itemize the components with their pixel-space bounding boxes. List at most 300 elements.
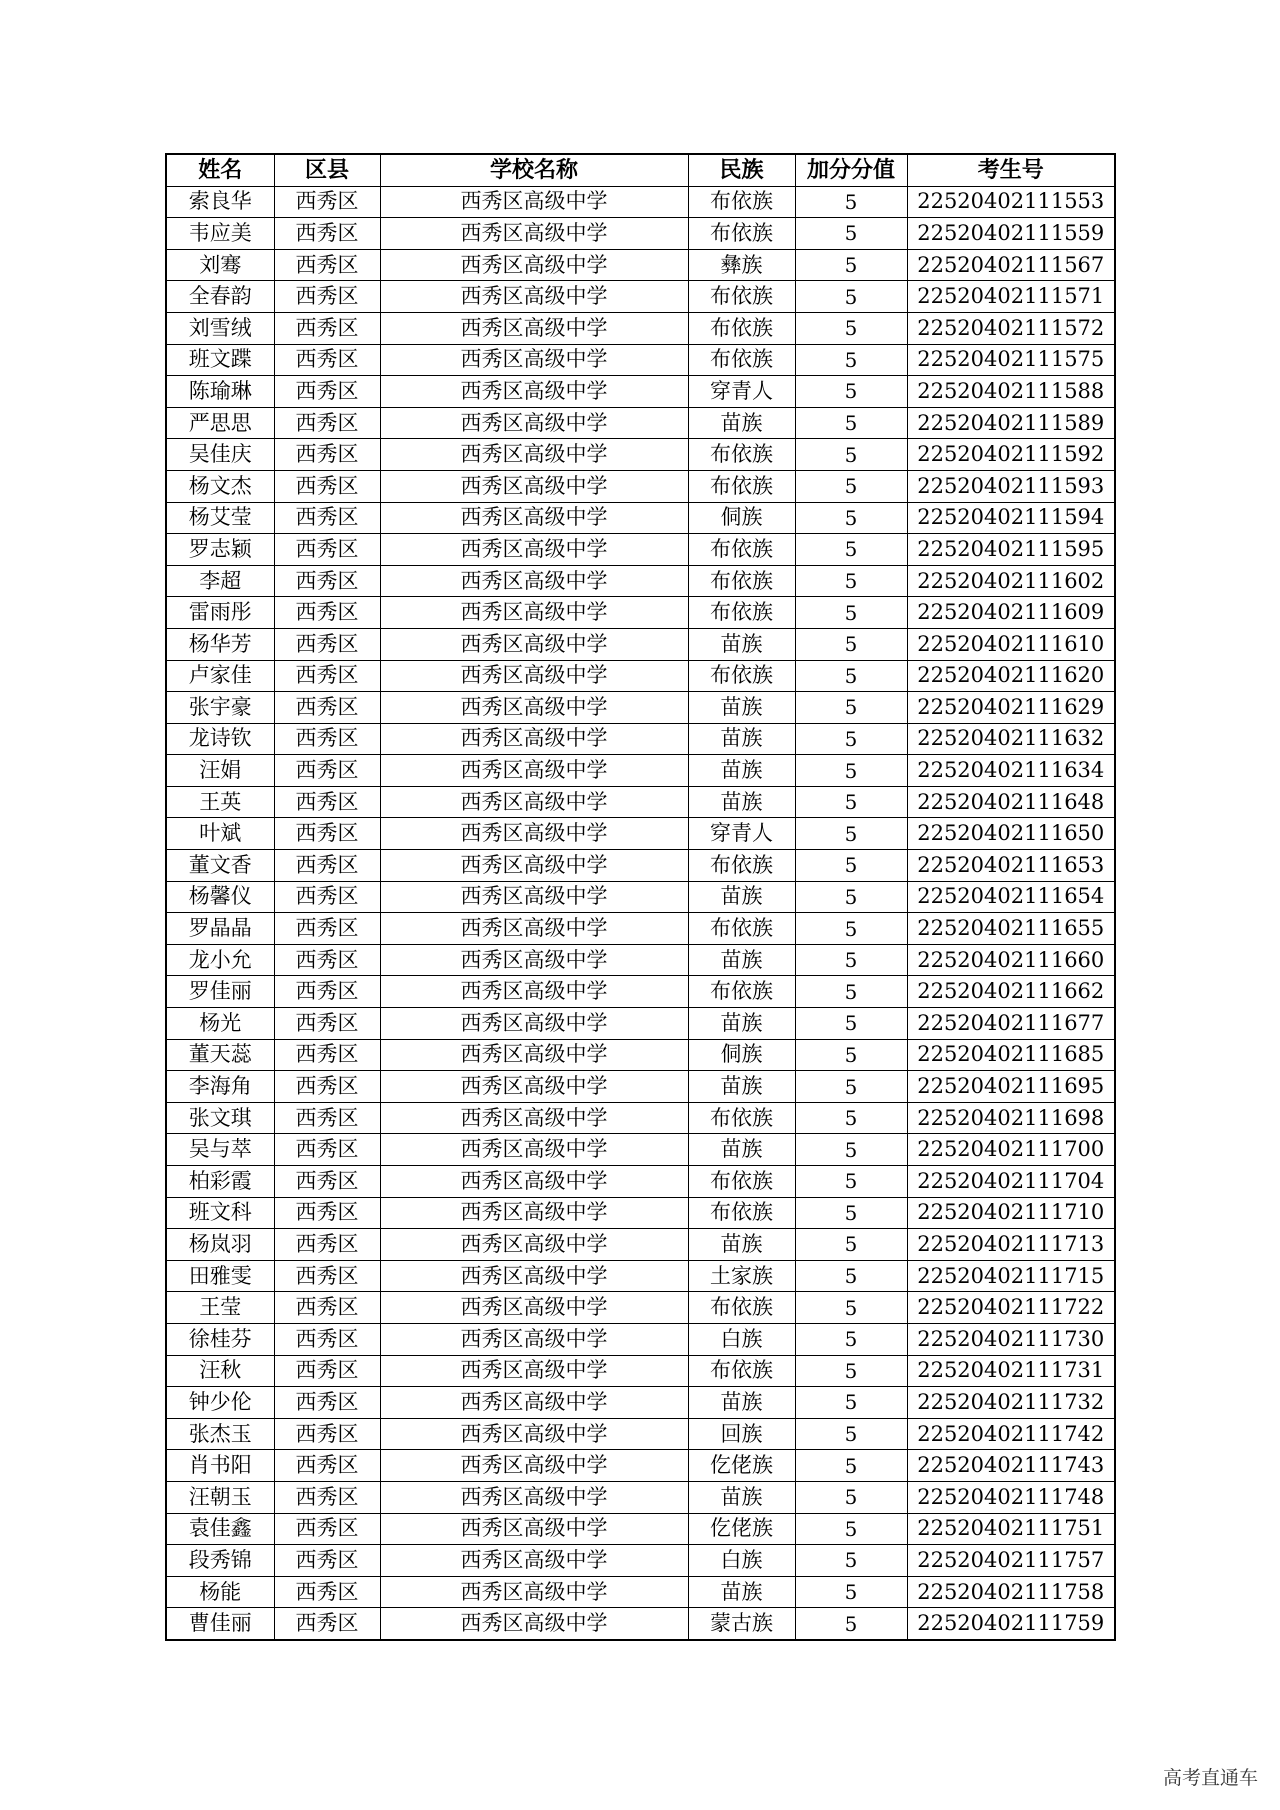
cell-exam-number: 22520402111593	[907, 470, 1115, 502]
table-row	[166, 312, 1115, 344]
cell-name: 张宇豪	[166, 692, 274, 724]
cell-bonus-points: 5	[795, 1450, 907, 1482]
table-row	[166, 786, 1115, 818]
cell-district: 西秀区	[274, 1387, 380, 1419]
cell-school: 西秀区高级中学	[380, 534, 688, 566]
cell-school: 西秀区高级中学	[380, 376, 688, 408]
cell-bonus-points: 5	[795, 597, 907, 629]
table-row	[166, 850, 1115, 882]
cell-bonus-points: 5	[795, 218, 907, 250]
cell-name: 班文科	[166, 1197, 274, 1229]
cell-school: 西秀区高级中学	[380, 1608, 688, 1640]
table-header-row	[166, 154, 1115, 186]
cell-exam-number: 22520402111610	[907, 628, 1115, 660]
cell-name: 张文琪	[166, 1102, 274, 1134]
table-row	[166, 407, 1115, 439]
cell-ethnicity: 布依族	[688, 976, 795, 1008]
cell-exam-number: 22520402111677	[907, 1008, 1115, 1040]
cell-school: 西秀区高级中学	[380, 1071, 688, 1103]
cell-school: 西秀区高级中学	[380, 439, 688, 471]
cell-name: 杨华芳	[166, 628, 274, 660]
cell-ethnicity: 布依族	[688, 1292, 795, 1324]
cell-bonus-points: 5	[795, 1323, 907, 1355]
table-row	[166, 218, 1115, 250]
cell-district: 西秀区	[274, 186, 380, 218]
cell-name: 王英	[166, 786, 274, 818]
cell-bonus-points: 5	[795, 1545, 907, 1577]
cell-name: 卢家佳	[166, 660, 274, 692]
cell-district: 西秀区	[274, 628, 380, 660]
cell-bonus-points: 5	[795, 913, 907, 945]
cell-bonus-points: 5	[795, 1608, 907, 1640]
cell-bonus-points: 5	[795, 818, 907, 850]
cell-name: 班文蹀	[166, 344, 274, 376]
cell-school: 西秀区高级中学	[380, 249, 688, 281]
cell-name: 曹佳丽	[166, 1608, 274, 1640]
cell-ethnicity: 蒙古族	[688, 1608, 795, 1640]
cell-name: 杨艾莹	[166, 502, 274, 534]
cell-name: 董天蕊	[166, 1039, 274, 1071]
cell-name: 杨能	[166, 1576, 274, 1608]
cell-district: 西秀区	[274, 407, 380, 439]
cell-district: 西秀区	[274, 249, 380, 281]
cell-name: 罗佳丽	[166, 976, 274, 1008]
cell-ethnicity: 布依族	[688, 344, 795, 376]
cell-school: 西秀区高级中学	[380, 850, 688, 882]
cell-exam-number: 22520402111629	[907, 692, 1115, 724]
cell-exam-number: 22520402111654	[907, 881, 1115, 913]
cell-exam-number: 22520402111592	[907, 439, 1115, 471]
cell-ethnicity: 布依族	[688, 186, 795, 218]
cell-school: 西秀区高级中学	[380, 755, 688, 787]
cell-bonus-points: 5	[795, 850, 907, 882]
cell-school: 西秀区高级中学	[380, 1197, 688, 1229]
header-school: 学校名称	[380, 154, 688, 186]
cell-bonus-points: 5	[795, 281, 907, 313]
table-row	[166, 439, 1115, 471]
cell-district: 西秀区	[274, 755, 380, 787]
cell-name: 汪娟	[166, 755, 274, 787]
cell-exam-number: 22520402111589	[907, 407, 1115, 439]
cell-exam-number: 22520402111655	[907, 913, 1115, 945]
cell-ethnicity: 白族	[688, 1545, 795, 1577]
cell-district: 西秀区	[274, 692, 380, 724]
cell-bonus-points: 5	[795, 881, 907, 913]
cell-district: 西秀区	[274, 1166, 380, 1198]
cell-ethnicity: 苗族	[688, 786, 795, 818]
cell-bonus-points: 5	[795, 1418, 907, 1450]
cell-ethnicity: 回族	[688, 1418, 795, 1450]
cell-ethnicity: 布依族	[688, 1166, 795, 1198]
cell-district: 西秀区	[274, 1039, 380, 1071]
table-row	[166, 1481, 1115, 1513]
table-row	[166, 1513, 1115, 1545]
cell-district: 西秀区	[274, 344, 380, 376]
cell-name: 严思思	[166, 407, 274, 439]
cell-school: 西秀区高级中学	[380, 786, 688, 818]
cell-exam-number: 22520402111685	[907, 1039, 1115, 1071]
cell-name: 刘骞	[166, 249, 274, 281]
cell-ethnicity: 布依族	[688, 660, 795, 692]
cell-district: 西秀区	[274, 944, 380, 976]
cell-district: 西秀区	[274, 660, 380, 692]
cell-ethnicity: 苗族	[688, 1008, 795, 1040]
cell-exam-number: 22520402111553	[907, 186, 1115, 218]
cell-exam-number: 22520402111743	[907, 1450, 1115, 1482]
cell-school: 西秀区高级中学	[380, 1039, 688, 1071]
cell-ethnicity: 苗族	[688, 1387, 795, 1419]
cell-district: 西秀区	[274, 1608, 380, 1640]
table-row	[166, 502, 1115, 534]
cell-exam-number: 22520402111632	[907, 723, 1115, 755]
table-row	[166, 1545, 1115, 1577]
table-body	[166, 186, 1115, 1640]
cell-bonus-points: 5	[795, 186, 907, 218]
cell-exam-number: 22520402111602	[907, 565, 1115, 597]
cell-name: 全春韵	[166, 281, 274, 313]
cell-exam-number: 22520402111730	[907, 1323, 1115, 1355]
cell-district: 西秀区	[274, 723, 380, 755]
cell-school: 西秀区高级中学	[380, 218, 688, 250]
header-ethnicity: 民族	[688, 154, 795, 186]
cell-ethnicity: 苗族	[688, 1071, 795, 1103]
cell-bonus-points: 5	[795, 502, 907, 534]
cell-exam-number: 22520402111594	[907, 502, 1115, 534]
cell-exam-number: 22520402111662	[907, 976, 1115, 1008]
cell-district: 西秀区	[274, 913, 380, 945]
cell-district: 西秀区	[274, 850, 380, 882]
cell-district: 西秀区	[274, 1576, 380, 1608]
cell-bonus-points: 5	[795, 1197, 907, 1229]
cell-ethnicity: 白族	[688, 1323, 795, 1355]
table-row	[166, 565, 1115, 597]
table-row	[166, 1355, 1115, 1387]
cell-name: 吴与萃	[166, 1134, 274, 1166]
cell-exam-number: 22520402111609	[907, 597, 1115, 629]
cell-ethnicity: 侗族	[688, 1039, 795, 1071]
table-row	[166, 976, 1115, 1008]
cell-school: 西秀区高级中学	[380, 692, 688, 724]
table-row	[166, 755, 1115, 787]
table-row	[166, 1229, 1115, 1261]
cell-school: 西秀区高级中学	[380, 312, 688, 344]
cell-name: 汪秋	[166, 1355, 274, 1387]
cell-exam-number: 22520402111715	[907, 1260, 1115, 1292]
cell-exam-number: 22520402111751	[907, 1513, 1115, 1545]
cell-bonus-points: 5	[795, 660, 907, 692]
cell-name: 王莹	[166, 1292, 274, 1324]
cell-district: 西秀区	[274, 1134, 380, 1166]
cell-name: 刘雪绒	[166, 312, 274, 344]
cell-bonus-points: 5	[795, 249, 907, 281]
cell-bonus-points: 5	[795, 1008, 907, 1040]
watermark-text: 高考直通车	[1162, 1767, 1258, 1789]
cell-school: 西秀区高级中学	[380, 1576, 688, 1608]
cell-name: 杨馨仪	[166, 881, 274, 913]
cell-school: 西秀区高级中学	[380, 1134, 688, 1166]
cell-ethnicity: 侗族	[688, 502, 795, 534]
cell-bonus-points: 5	[795, 1071, 907, 1103]
table-row	[166, 818, 1115, 850]
cell-name: 韦应美	[166, 218, 274, 250]
cell-ethnicity: 苗族	[688, 755, 795, 787]
cell-district: 西秀区	[274, 281, 380, 313]
table-row	[166, 1039, 1115, 1071]
cell-bonus-points: 5	[795, 944, 907, 976]
table-row	[166, 1576, 1115, 1608]
cell-name: 柏彩霞	[166, 1166, 274, 1198]
cell-bonus-points: 5	[795, 1039, 907, 1071]
cell-district: 西秀区	[274, 1229, 380, 1261]
cell-bonus-points: 5	[795, 1292, 907, 1324]
header-name: 姓名	[166, 154, 274, 186]
table-row	[166, 281, 1115, 313]
cell-school: 西秀区高级中学	[380, 407, 688, 439]
cell-bonus-points: 5	[795, 376, 907, 408]
cell-bonus-points: 5	[795, 312, 907, 344]
cell-school: 西秀区高级中学	[380, 1513, 688, 1545]
cell-ethnicity: 穿青人	[688, 818, 795, 850]
cell-ethnicity: 布依族	[688, 597, 795, 629]
cell-bonus-points: 5	[795, 976, 907, 1008]
cell-district: 西秀区	[274, 1545, 380, 1577]
table-row	[166, 1008, 1115, 1040]
cell-bonus-points: 5	[795, 407, 907, 439]
cell-bonus-points: 5	[795, 439, 907, 471]
cell-exam-number: 22520402111722	[907, 1292, 1115, 1324]
header-district: 区县	[274, 154, 380, 186]
cell-school: 西秀区高级中学	[380, 818, 688, 850]
cell-exam-number: 22520402111695	[907, 1071, 1115, 1103]
cell-district: 西秀区	[274, 1513, 380, 1545]
cell-ethnicity: 布依族	[688, 913, 795, 945]
cell-exam-number: 22520402111700	[907, 1134, 1115, 1166]
table-row	[166, 1387, 1115, 1419]
cell-name: 田雅雯	[166, 1260, 274, 1292]
cell-name: 龙诗钦	[166, 723, 274, 755]
table-row	[166, 1418, 1115, 1450]
table-row	[166, 1450, 1115, 1482]
cell-name: 吴佳庆	[166, 439, 274, 471]
cell-bonus-points: 5	[795, 1576, 907, 1608]
cell-school: 西秀区高级中学	[380, 628, 688, 660]
cell-school: 西秀区高级中学	[380, 1260, 688, 1292]
cell-name: 段秀锦	[166, 1545, 274, 1577]
cell-bonus-points: 5	[795, 692, 907, 724]
cell-district: 西秀区	[274, 502, 380, 534]
cell-name: 李海角	[166, 1071, 274, 1103]
cell-school: 西秀区高级中学	[380, 597, 688, 629]
cell-ethnicity: 布依族	[688, 534, 795, 566]
cell-exam-number: 22520402111572	[907, 312, 1115, 344]
cell-district: 西秀区	[274, 1450, 380, 1482]
cell-district: 西秀区	[274, 1008, 380, 1040]
table-row	[166, 186, 1115, 218]
table-row	[166, 1102, 1115, 1134]
cell-district: 西秀区	[274, 786, 380, 818]
cell-exam-number: 22520402111588	[907, 376, 1115, 408]
cell-school: 西秀区高级中学	[380, 1292, 688, 1324]
cell-district: 西秀区	[274, 1418, 380, 1450]
cell-bonus-points: 5	[795, 786, 907, 818]
cell-ethnicity: 苗族	[688, 1576, 795, 1608]
cell-district: 西秀区	[274, 976, 380, 1008]
cell-name: 索良华	[166, 186, 274, 218]
cell-ethnicity: 土家族	[688, 1260, 795, 1292]
table-row	[166, 881, 1115, 913]
cell-school: 西秀区高级中学	[380, 881, 688, 913]
cell-ethnicity: 布依族	[688, 565, 795, 597]
cell-exam-number: 22520402111698	[907, 1102, 1115, 1134]
cell-school: 西秀区高级中学	[380, 913, 688, 945]
cell-exam-number: 22520402111742	[907, 1418, 1115, 1450]
cell-school: 西秀区高级中学	[380, 470, 688, 502]
cell-name: 叶斌	[166, 818, 274, 850]
cell-bonus-points: 5	[795, 344, 907, 376]
cell-ethnicity: 彝族	[688, 249, 795, 281]
cell-exam-number: 22520402111648	[907, 786, 1115, 818]
cell-exam-number: 22520402111650	[907, 818, 1115, 850]
cell-bonus-points: 5	[795, 1229, 907, 1261]
cell-bonus-points: 5	[795, 628, 907, 660]
table-row	[166, 692, 1115, 724]
cell-district: 西秀区	[274, 881, 380, 913]
cell-ethnicity: 苗族	[688, 407, 795, 439]
table-row	[166, 944, 1115, 976]
cell-ethnicity: 布依族	[688, 850, 795, 882]
cell-district: 西秀区	[274, 1355, 380, 1387]
cell-district: 西秀区	[274, 1102, 380, 1134]
header-exam-number: 考生号	[907, 154, 1115, 186]
cell-district: 西秀区	[274, 376, 380, 408]
cell-ethnicity: 苗族	[688, 692, 795, 724]
cell-district: 西秀区	[274, 1071, 380, 1103]
cell-exam-number: 22520402111704	[907, 1166, 1115, 1198]
cell-school: 西秀区高级中学	[380, 1450, 688, 1482]
cell-district: 西秀区	[274, 1481, 380, 1513]
table-row	[166, 1323, 1115, 1355]
cell-school: 西秀区高级中学	[380, 1102, 688, 1134]
cell-exam-number: 22520402111732	[907, 1387, 1115, 1419]
cell-district: 西秀区	[274, 470, 380, 502]
cell-name: 汪朝玉	[166, 1481, 274, 1513]
cell-ethnicity: 布依族	[688, 439, 795, 471]
cell-bonus-points: 5	[795, 1355, 907, 1387]
cell-district: 西秀区	[274, 818, 380, 850]
cell-name: 杨文杰	[166, 470, 274, 502]
cell-ethnicity: 布依族	[688, 312, 795, 344]
header-bonus-points: 加分分值	[795, 154, 907, 186]
cell-school: 西秀区高级中学	[380, 186, 688, 218]
table-row	[166, 376, 1115, 408]
cell-exam-number: 22520402111713	[907, 1229, 1115, 1261]
cell-ethnicity: 布依族	[688, 1355, 795, 1387]
cell-district: 西秀区	[274, 218, 380, 250]
cell-school: 西秀区高级中学	[380, 723, 688, 755]
table-row	[166, 1608, 1115, 1640]
cell-bonus-points: 5	[795, 470, 907, 502]
cell-exam-number: 22520402111620	[907, 660, 1115, 692]
table-row	[166, 534, 1115, 566]
cell-bonus-points: 5	[795, 1513, 907, 1545]
cell-name: 徐桂芬	[166, 1323, 274, 1355]
cell-district: 西秀区	[274, 565, 380, 597]
cell-school: 西秀区高级中学	[380, 1355, 688, 1387]
cell-ethnicity: 苗族	[688, 881, 795, 913]
cell-exam-number: 22520402111710	[907, 1197, 1115, 1229]
cell-school: 西秀区高级中学	[380, 502, 688, 534]
cell-ethnicity: 苗族	[688, 723, 795, 755]
cell-ethnicity: 仡佬族	[688, 1450, 795, 1482]
cell-exam-number: 22520402111567	[907, 249, 1115, 281]
table-row	[166, 660, 1115, 692]
cell-district: 西秀区	[274, 439, 380, 471]
cell-district: 西秀区	[274, 534, 380, 566]
cell-name: 杨光	[166, 1008, 274, 1040]
cell-district: 西秀区	[274, 312, 380, 344]
cell-district: 西秀区	[274, 1197, 380, 1229]
cell-school: 西秀区高级中学	[380, 1387, 688, 1419]
cell-school: 西秀区高级中学	[380, 944, 688, 976]
cell-bonus-points: 5	[795, 723, 907, 755]
cell-name: 张杰玉	[166, 1418, 274, 1450]
table-row	[166, 470, 1115, 502]
cell-bonus-points: 5	[795, 1260, 907, 1292]
cell-school: 西秀区高级中学	[380, 1481, 688, 1513]
cell-name: 罗晶晶	[166, 913, 274, 945]
table-row	[166, 1071, 1115, 1103]
cell-bonus-points: 5	[795, 1166, 907, 1198]
table-row	[166, 344, 1115, 376]
cell-ethnicity: 仡佬族	[688, 1513, 795, 1545]
cell-bonus-points: 5	[795, 565, 907, 597]
cell-exam-number: 22520402111653	[907, 850, 1115, 882]
cell-school: 西秀区高级中学	[380, 1008, 688, 1040]
cell-exam-number: 22520402111575	[907, 344, 1115, 376]
cell-school: 西秀区高级中学	[380, 1323, 688, 1355]
cell-exam-number: 22520402111759	[907, 1608, 1115, 1640]
table-row	[166, 1260, 1115, 1292]
cell-school: 西秀区高级中学	[380, 1166, 688, 1198]
cell-ethnicity: 布依族	[688, 218, 795, 250]
cell-name: 雷雨彤	[166, 597, 274, 629]
cell-exam-number: 22520402111660	[907, 944, 1115, 976]
cell-ethnicity: 苗族	[688, 1481, 795, 1513]
cell-ethnicity: 苗族	[688, 1134, 795, 1166]
cell-exam-number: 22520402111634	[907, 755, 1115, 787]
cell-district: 西秀区	[274, 597, 380, 629]
cell-ethnicity: 穿青人	[688, 376, 795, 408]
cell-name: 袁佳鑫	[166, 1513, 274, 1545]
cell-exam-number: 22520402111758	[907, 1576, 1115, 1608]
cell-name: 陈瑜琳	[166, 376, 274, 408]
cell-name: 董文香	[166, 850, 274, 882]
cell-exam-number: 22520402111559	[907, 218, 1115, 250]
cell-ethnicity: 布依族	[688, 470, 795, 502]
cell-bonus-points: 5	[795, 1481, 907, 1513]
cell-school: 西秀区高级中学	[380, 1545, 688, 1577]
cell-bonus-points: 5	[795, 1102, 907, 1134]
cell-school: 西秀区高级中学	[380, 1229, 688, 1261]
cell-ethnicity: 苗族	[688, 1229, 795, 1261]
cell-name: 肖书阳	[166, 1450, 274, 1482]
cell-exam-number: 22520402111595	[907, 534, 1115, 566]
cell-district: 西秀区	[274, 1292, 380, 1324]
cell-school: 西秀区高级中学	[380, 976, 688, 1008]
table-row	[166, 1197, 1115, 1229]
cell-name: 龙小允	[166, 944, 274, 976]
cell-school: 西秀区高级中学	[380, 1418, 688, 1450]
